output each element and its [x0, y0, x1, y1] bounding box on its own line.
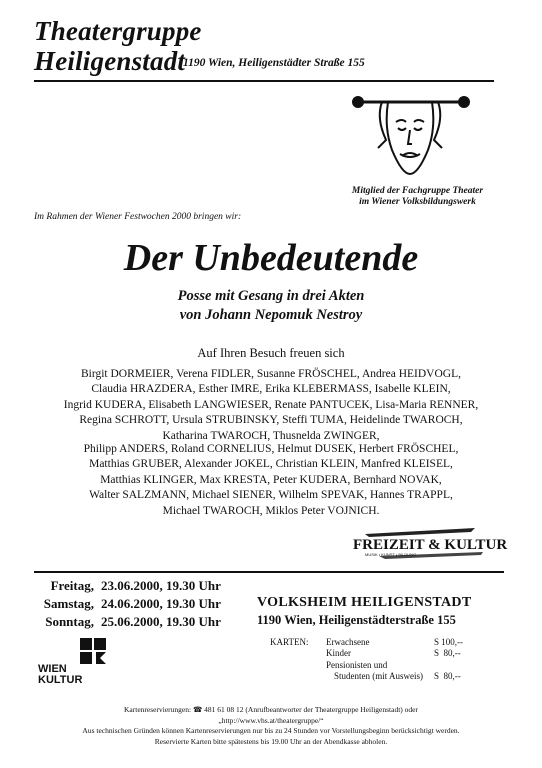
- ticket-category: Pensionisten und: [326, 659, 388, 670]
- footer-line: „http://www.vhs.at/theatergruppe/“: [218, 715, 324, 725]
- theater-mask-logo: [346, 88, 474, 184]
- wien-logo-line1: WIEN: [38, 663, 67, 675]
- tickets-label: KARTEN:: [270, 637, 309, 647]
- header-rule: [34, 80, 494, 82]
- greeting: Auf Ihren Besuch freuen sich: [197, 346, 345, 360]
- cast-line: Regina SCHROTT, Ursula STRUBINSKY, Steffi TUMA, Heidelinde TWAROCH,: [79, 414, 463, 427]
- wien-kultur-logo: [34, 636, 124, 686]
- date-time: 25.06.2000, 19.30 Uhr: [101, 614, 221, 629]
- cast-line: Matthias KLINGER, Max KRESTA, Peter KUDERA, Bernhard NOVAK,: [100, 473, 442, 486]
- date-day: Sonntag,: [45, 614, 94, 629]
- footer-line: Aus technischen Gründen können Kartenreservierungen nur bis zu 24 Stunden vor Vorstellungsbeginn berücksichtigt werden.: [82, 726, 460, 735]
- cast-line: Michael TWAROCH, Miklos Peter VOJNICH.: [162, 504, 380, 517]
- ticket-row: [326, 671, 516, 682]
- cast-line: Walter SALZMANN, Michael SIENER, Wilhelm SPEVAK, Hannes TRAPPL,: [89, 489, 453, 502]
- performance-dates: [0, 578, 260, 638]
- cast-women: [0, 367, 542, 444]
- ticket-category: Kinder: [326, 648, 351, 659]
- cast-line: Philipp ANDERS, Roland CORNELIUS, Helmut DUSEK, Herbert FRÖSCHEL,: [83, 443, 459, 455]
- date-day: Samstag,: [43, 596, 94, 611]
- footer-line: Kartenreservierungen: ☎ 481 61 08 12 (Anrufbeantworter der Theatergruppe Heiligenstadt) oder: [124, 705, 418, 714]
- date-time: 24.06.2000, 19.30 Uhr: [101, 596, 221, 611]
- cast-line: Claudia HRAZDERA, Esther IMRE, Erika KLEBERMASS, Isabelle KLEIN,: [91, 383, 451, 396]
- play-author: von Johann Nepomuk Nestroy: [179, 307, 363, 323]
- ticket-row: [326, 660, 516, 671]
- ticket-row: [326, 637, 516, 648]
- cast-line: Ingrid KUDERA, Elisabeth LANGWIESER, Renate PANTUCEK, Lisa-Maria RENNER,: [63, 398, 479, 411]
- venue-address: 1190 Wien, Heiligenstädterstraße 155: [257, 613, 456, 627]
- ticket-row: [326, 648, 516, 659]
- ticket-prices: [326, 637, 516, 683]
- play-subtitle: Posse mit Gesang in drei Akten: [177, 288, 365, 304]
- footer-notes: [0, 705, 542, 747]
- membership-line1: Mitglied der Fachgruppe Theater: [351, 186, 484, 196]
- group-name-line1: Theatergruppe: [34, 16, 202, 46]
- cast-men: [0, 442, 542, 519]
- venue-name: VOLKSHEIM HEILIGENSTADT: [257, 595, 472, 610]
- intro-text: Im Rahmen der Wiener Festwochen 2000 bringen wir:: [34, 212, 242, 222]
- sponsor-logo-small: MUSIK • KUNST • BILDUNG: [365, 552, 417, 557]
- cast-line: Birgit DORMEIER, Verena FIDLER, Susanne FRÖSCHEL, Andrea HEIDVOGL,: [80, 368, 461, 380]
- sponsor-logo-text: FREIZEIT & KULTUR: [353, 537, 508, 553]
- ticket-price: S 80,--: [434, 648, 461, 659]
- play-title: Der Unbedeutende: [123, 237, 419, 279]
- ticket-category: Studenten (mit Ausweis): [334, 671, 423, 682]
- footer-line: Reservierte Karten bitte spätestens bis 19.00 Uhr an der Abendkasse abholen.: [154, 736, 388, 746]
- membership-line2: im Wiener Volksbildungswerk: [359, 197, 476, 207]
- dates-rule: [34, 571, 504, 573]
- cast-line: Matthias GRUBER, Alexander JOKEL, Christian KLEIN, Manfred KLEISEL,: [89, 458, 453, 471]
- wien-logo-line2: KULTUR: [38, 674, 83, 686]
- date-day: Freitag,: [50, 578, 94, 593]
- ticket-category: Erwachsene: [326, 637, 370, 647]
- date-time: 23.06.2000, 19.30 Uhr: [101, 578, 221, 593]
- freizeit-kultur-logo: [345, 526, 508, 560]
- ticket-price: S 100,--: [434, 637, 463, 647]
- ticket-price: S 80,--: [434, 671, 461, 682]
- group-name-line2: Heiligenstadt: [34, 46, 186, 76]
- membership-note: [325, 186, 510, 208]
- group-address: 1190 Wien, Heiligenstädter Straße 155: [183, 57, 365, 69]
- cast-line: Katharina TWAROCH, Thusnelda ZWINGER,: [162, 429, 380, 442]
